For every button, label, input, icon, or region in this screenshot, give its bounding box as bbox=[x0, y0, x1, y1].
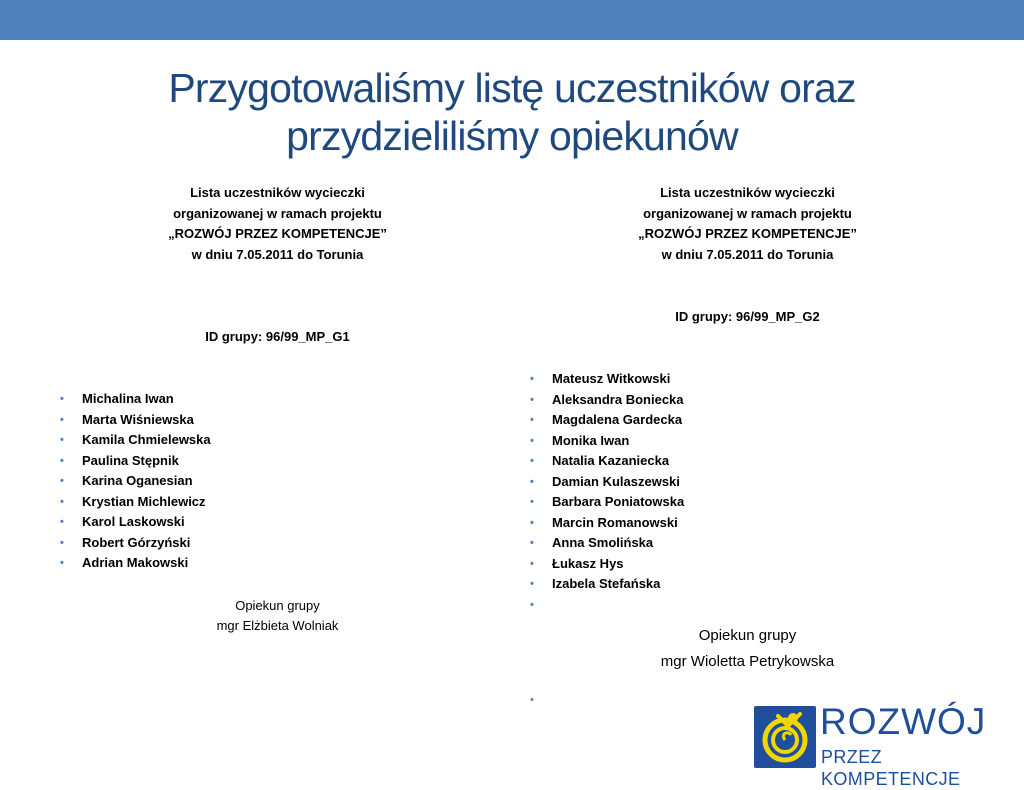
list-item bbox=[55, 512, 500, 533]
group-1-column bbox=[55, 183, 500, 637]
bullet-icon: • bbox=[530, 694, 534, 706]
list-item bbox=[525, 533, 970, 554]
bullet-icon: • bbox=[530, 393, 534, 406]
list-item bbox=[55, 410, 500, 431]
group-2-guardian bbox=[525, 623, 970, 675]
participant-name: Mateusz Witkowski bbox=[552, 371, 671, 386]
participant-name: Anna Smolińska bbox=[552, 535, 654, 550]
group-2-header-line: w dniu 7.05.2011 do Torunia bbox=[661, 246, 834, 262]
guardian-name: mgr Elżbieta Wolniak bbox=[216, 618, 339, 633]
participant-name: Monika Iwan bbox=[552, 432, 630, 448]
bullet-icon: • bbox=[60, 475, 64, 487]
list-item bbox=[525, 390, 970, 411]
participant-name: Kamila Chmielewska bbox=[82, 432, 211, 447]
group-1-header-line: organizowanej w ramach projektu bbox=[173, 205, 382, 221]
list-item bbox=[525, 554, 970, 575]
list-item bbox=[525, 595, 970, 616]
group-1-id: ID grupy: 96/99_MP_G1 bbox=[205, 329, 350, 344]
bullet-icon: • bbox=[60, 393, 64, 405]
rozwoj-logo bbox=[754, 701, 1024, 789]
participant-name: Adrian Makowski bbox=[82, 555, 189, 570]
bullet-icon: • bbox=[60, 454, 64, 467]
participant-name: Łukasz Hys bbox=[552, 555, 624, 571]
list-item bbox=[55, 430, 500, 451]
list-item bbox=[55, 533, 500, 554]
participant-name: Michalina Iwan bbox=[82, 391, 174, 406]
participant-name: Robert Górzyński bbox=[82, 534, 191, 550]
title-line-2: przydzieliliśmy opiekunów bbox=[286, 113, 738, 159]
bullet-icon: • bbox=[530, 496, 534, 508]
bullet-icon: • bbox=[530, 475, 534, 488]
logo-wordmark-bottom: PRZEZ KOMPETENCJE bbox=[821, 747, 961, 789]
group-1-participant-list bbox=[55, 389, 500, 574]
bullet-icon: • bbox=[530, 537, 534, 549]
group-1-header-line: Lista uczestników wycieczki bbox=[190, 185, 365, 200]
participant-name: Karina Oganesian bbox=[82, 473, 193, 488]
list-item bbox=[55, 492, 500, 513]
bullet-icon: • bbox=[530, 434, 534, 447]
list-item bbox=[525, 492, 970, 513]
slide-title bbox=[62, 64, 962, 160]
group-2-header-line: Lista uczestników wycieczki bbox=[660, 185, 835, 200]
list-item bbox=[525, 369, 970, 390]
bullet-icon: • bbox=[60, 557, 64, 569]
guardian-name: mgr Wioletta Petrykowska bbox=[660, 653, 835, 670]
group-1-header-line: w dniu 7.05.2011 do Torunia bbox=[191, 246, 364, 262]
list-item bbox=[55, 553, 500, 574]
participant-name: Aleksandra Boniecka bbox=[552, 391, 684, 407]
group-2-header-line: organizowanej w ramach projektu bbox=[643, 205, 852, 221]
bullet-icon: • bbox=[60, 434, 64, 446]
bullet-icon: • bbox=[60, 495, 64, 508]
group-2-id: ID grupy: 96/99_MP_G2 bbox=[675, 309, 820, 324]
logo-mark-icon bbox=[754, 706, 816, 768]
list-item bbox=[525, 574, 970, 595]
bullet-icon: • bbox=[530, 578, 534, 590]
participant-name: Natalia Kazaniecka bbox=[552, 453, 670, 468]
list-item bbox=[55, 389, 500, 410]
title-line-1: Przygotowaliśmy listę uczestników oraz bbox=[168, 65, 856, 111]
group-1-header-line: „ROZWÓJ PRZEZ KOMPETENCJE” bbox=[168, 226, 387, 241]
participant-name: Paulina Stępnik bbox=[82, 452, 179, 468]
group-2-header-line: „ROZWÓJ PRZEZ KOMPETENCJE” bbox=[638, 226, 857, 241]
participant-name: Marta Wiśniewska bbox=[82, 411, 194, 427]
group-1-header bbox=[55, 183, 500, 265]
group-2-column bbox=[525, 183, 970, 675]
bullet-icon: • bbox=[60, 536, 64, 549]
participant-name: Magdalena Gardecka bbox=[552, 412, 683, 427]
logo-wordmark-top: ROZWÓJ bbox=[820, 701, 987, 742]
bullet-icon: • bbox=[530, 557, 534, 570]
participant-name: Damian Kulaszewski bbox=[552, 473, 680, 489]
bullet-icon: • bbox=[60, 516, 64, 528]
bullet-icon: • bbox=[530, 373, 534, 385]
participant-name: Izabela Stefańska bbox=[552, 576, 661, 591]
bullet-icon: • bbox=[530, 455, 534, 467]
group-2-participant-list bbox=[525, 369, 970, 615]
group-2-header bbox=[525, 183, 970, 265]
bullet-icon: • bbox=[530, 516, 534, 529]
guardian-label: Opiekun grupy bbox=[235, 597, 320, 613]
list-item bbox=[525, 451, 970, 472]
bullet-icon: • bbox=[530, 414, 534, 426]
list-item bbox=[525, 410, 970, 431]
list-item bbox=[525, 513, 970, 534]
list-item bbox=[55, 451, 500, 472]
bullet-icon: • bbox=[60, 413, 64, 426]
participant-name: Barbara Poniatowska bbox=[552, 494, 685, 509]
participant-name: Marcin Romanowski bbox=[552, 514, 678, 530]
guardian-label: Opiekun grupy bbox=[698, 627, 797, 644]
top-accent-bar bbox=[0, 0, 1024, 40]
participant-name: Karol Laskowski bbox=[82, 514, 185, 529]
participant-name: Krystian Michlewicz bbox=[82, 493, 206, 509]
bullet-icon: • bbox=[530, 598, 534, 611]
list-item bbox=[55, 471, 500, 492]
group-1-guardian bbox=[55, 596, 500, 637]
list-item bbox=[525, 472, 970, 493]
list-item bbox=[525, 431, 970, 452]
